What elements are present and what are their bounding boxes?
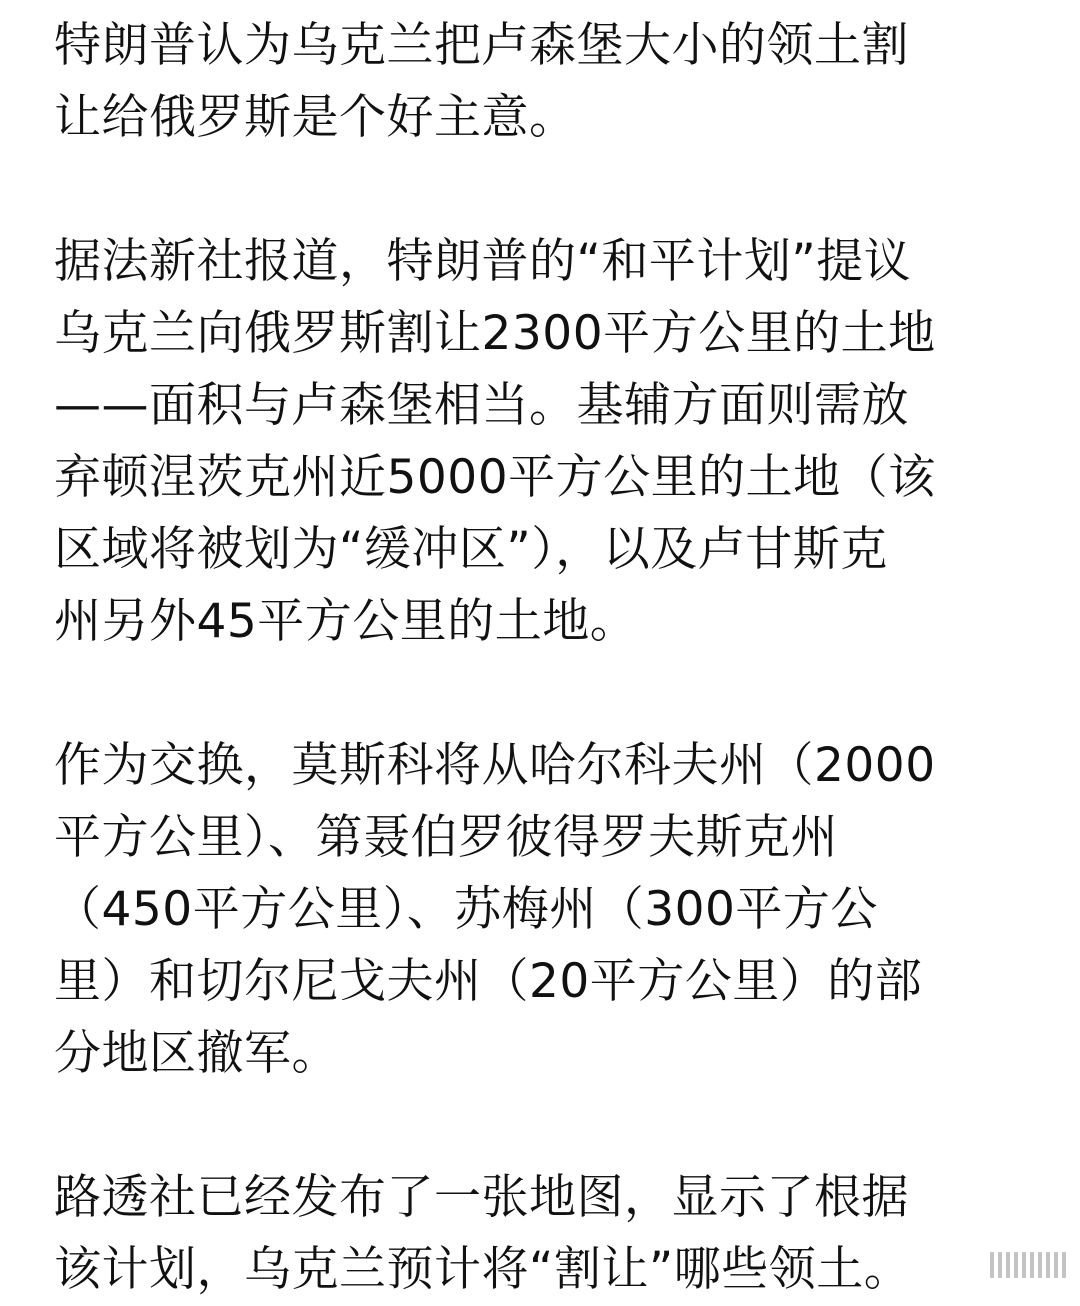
- paragraph-2: [54, 226, 1034, 658]
- paragraph-line: 特朗普认为乌克兰把卢森堡大小的领土割: [54, 18, 909, 73]
- paragraph-line: 分地区撤军。: [54, 1026, 339, 1081]
- paragraph-line: （450平方公里）、苏梅州（300平方公: [54, 882, 878, 937]
- watermark-bar: [1062, 1252, 1066, 1278]
- paragraph-line: 弃顿涅茨克州近5000平方公里的土地（该: [54, 450, 936, 505]
- paragraph-4: [54, 1162, 1034, 1306]
- paragraph-line: 作为交换，莫斯科将从哈尔科夫州（2000: [54, 738, 936, 793]
- paragraph-line: 乌克兰向俄罗斯割让2300平方公里的土地: [54, 306, 936, 361]
- article-body: [54, 10, 1034, 1306]
- watermark-bar: [998, 1252, 1002, 1278]
- paragraph-line: ——面积与卢森堡相当。基辅方面则需放: [54, 378, 909, 433]
- watermark-bar: [1046, 1252, 1050, 1278]
- watermark-bar: [1030, 1252, 1034, 1278]
- watermark-bars-icon: [990, 1252, 1066, 1278]
- paragraph-line: 路透社已经发布了一张地图，显示了根据: [54, 1170, 909, 1225]
- paragraph-line: 该计划，乌克兰预计将“割让”哪些领土。: [54, 1242, 912, 1297]
- watermark-bar: [1038, 1252, 1042, 1278]
- paragraph-line: 让给俄罗斯是个好主意。: [54, 90, 577, 145]
- paragraph-line: 平方公里）、第聂伯罗彼得罗夫斯克州: [54, 810, 838, 865]
- paragraph-line: 区域将被划为“缓冲区”），以及卢甘斯克: [54, 522, 888, 577]
- paragraph-1: [54, 10, 1034, 154]
- watermark-bars: [990, 1252, 1066, 1278]
- watermark-bar: [1022, 1252, 1026, 1278]
- watermark-bar: [1014, 1252, 1018, 1278]
- watermark-bar: [1006, 1252, 1010, 1278]
- paragraph-line: 里）和切尔尼戈夫州（20平方公里）的部: [54, 954, 923, 1009]
- watermark-bar: [990, 1252, 994, 1278]
- paragraph-line: 据法新社报道，特朗普的“和平计划”提议: [54, 234, 912, 289]
- watermark-bar: [1054, 1252, 1058, 1278]
- paragraph-line: 州另外45平方公里的土地。: [54, 594, 638, 649]
- paragraph-3: [54, 730, 1034, 1090]
